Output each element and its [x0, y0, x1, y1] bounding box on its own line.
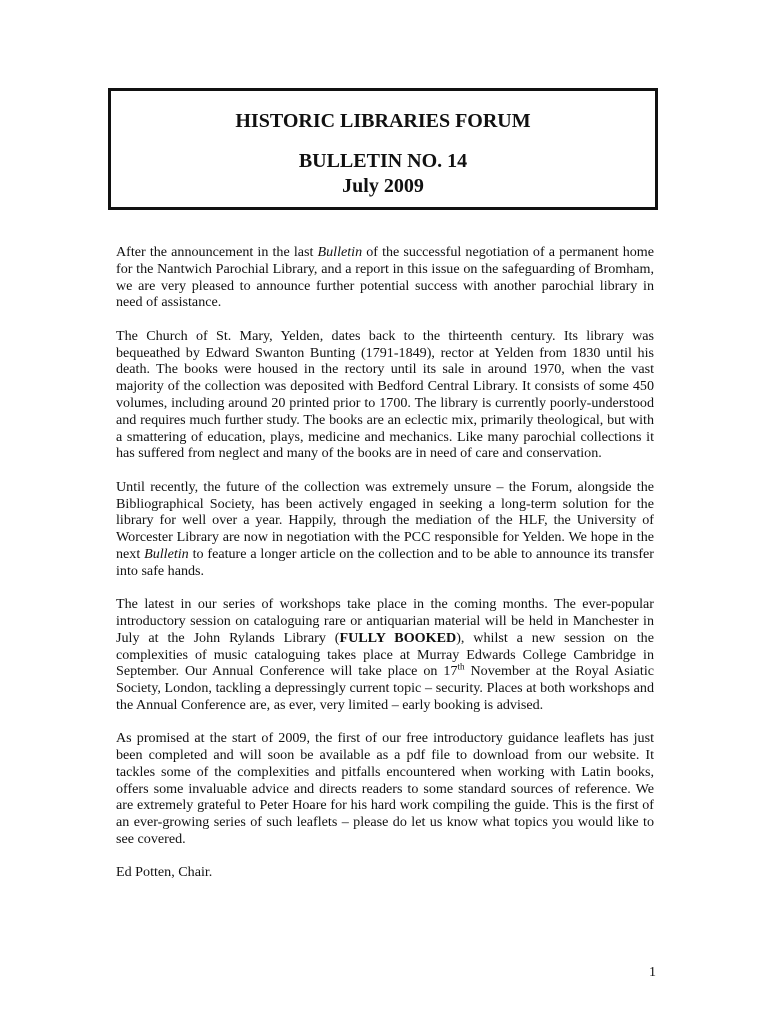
paragraph-leaflets: As promised at the start of 2009, the first of our free introductory guidance leaflets has just been completed and will soon be available as a pdf file to download from our website. It tackles some of the complexities and pitfalls encountered when working with Latin books, offers some invaluable advice and directs readers to some standard sources of reference. We are extremely grateful to Peter Hoare for his hard work compiling the guide. This is the first of an ever-growing series of such leaflets – please do let us know what topics you would like to see covered. — [116, 730, 654, 848]
paragraph-future — [116, 479, 654, 580]
paragraph-yelden: The Church of St. Mary, Yelden, dates back to the thirteenth century. Its library was bequeathed by Edward Swanton Bunting (1791-1849), rector at Yelden from 1830 until his death. The books were housed in the rectory until its sale in around 1970, when the vast majority of the collection was deposited with Bedford Central Library. It consists of some 450 volumes, including around 20 printed prior to 1700. The library is currently poorly-understood and requires much further study. The books are an eclectic mix, primarily theological, but with a smattering of education, plays, medicine and mechanics. Like many parochial collections it has suffered from neglect and many of the books are in need of care and conservation. — [116, 327, 654, 462]
bulletin-body — [116, 244, 654, 898]
forum-title: HISTORIC LIBRARIES FORUM — [235, 110, 531, 132]
bulletin-italic: Bulletin — [144, 545, 189, 562]
paragraph-intro-text-a: After the announcement in the last — [116, 244, 318, 260]
bulletin-italic: Bulletin — [317, 244, 363, 260]
ordinal-suffix: th — [457, 661, 465, 672]
paragraph-intro-text-c: of the successful negotiation of a permanent home for the Nantwich Parochial Library, and a report in this issue on the safeguarding of Bromham, we are very pleased to announce further potential success with another parochial library in need of assistance. — [116, 244, 655, 311]
paragraph-workshops-text-e: November at the Royal Asiatic Society, London, tackling a depressingly current topic – security. Places at both workshops and the Annual Conference are, as ever, very limited – early booking is advised. — [116, 663, 654, 713]
title-box — [108, 88, 658, 210]
fully-booked-label: FULLY BOOKED — [339, 629, 457, 646]
bulletin-number: BULLETIN NO. 14 — [298, 150, 468, 172]
page-number: 1 — [649, 965, 656, 980]
paragraph-intro — [116, 244, 654, 311]
paragraph-future-text-a: Until recently, the future of the collection was extremely unsure – the Forum, alongside the Bibliographical Society, has been actively engaged in seeking a long-term solution for the library for well over a year. Happily, through the mediation of the HLF, the University of Worcester Library are now in negotiation with the PCC responsible for Yelden. We hope in the next — [116, 478, 654, 562]
bulletin-date: July 2009 — [342, 175, 424, 197]
paragraph-workshops-text-c: ), whilst a new session on the complexities of music cataloguing takes place at Murray Edwards College Cambridge in September. Our Annual Conference will take place on 17 — [116, 629, 654, 680]
signature: Ed Potten, Chair. — [116, 864, 213, 881]
paragraph-future-text-c: to feature a longer article on the collection and to be able to announce its transfer into safe hands. — [116, 545, 654, 579]
paragraph-workshops-text-a: The latest in our series of workshops take place in the coming months. The ever-popular introductory session on cataloguing rare or antiquarian material will be held in Manchester in July at the John Rylands Library ( — [116, 596, 654, 646]
paragraph-workshops — [116, 596, 654, 714]
